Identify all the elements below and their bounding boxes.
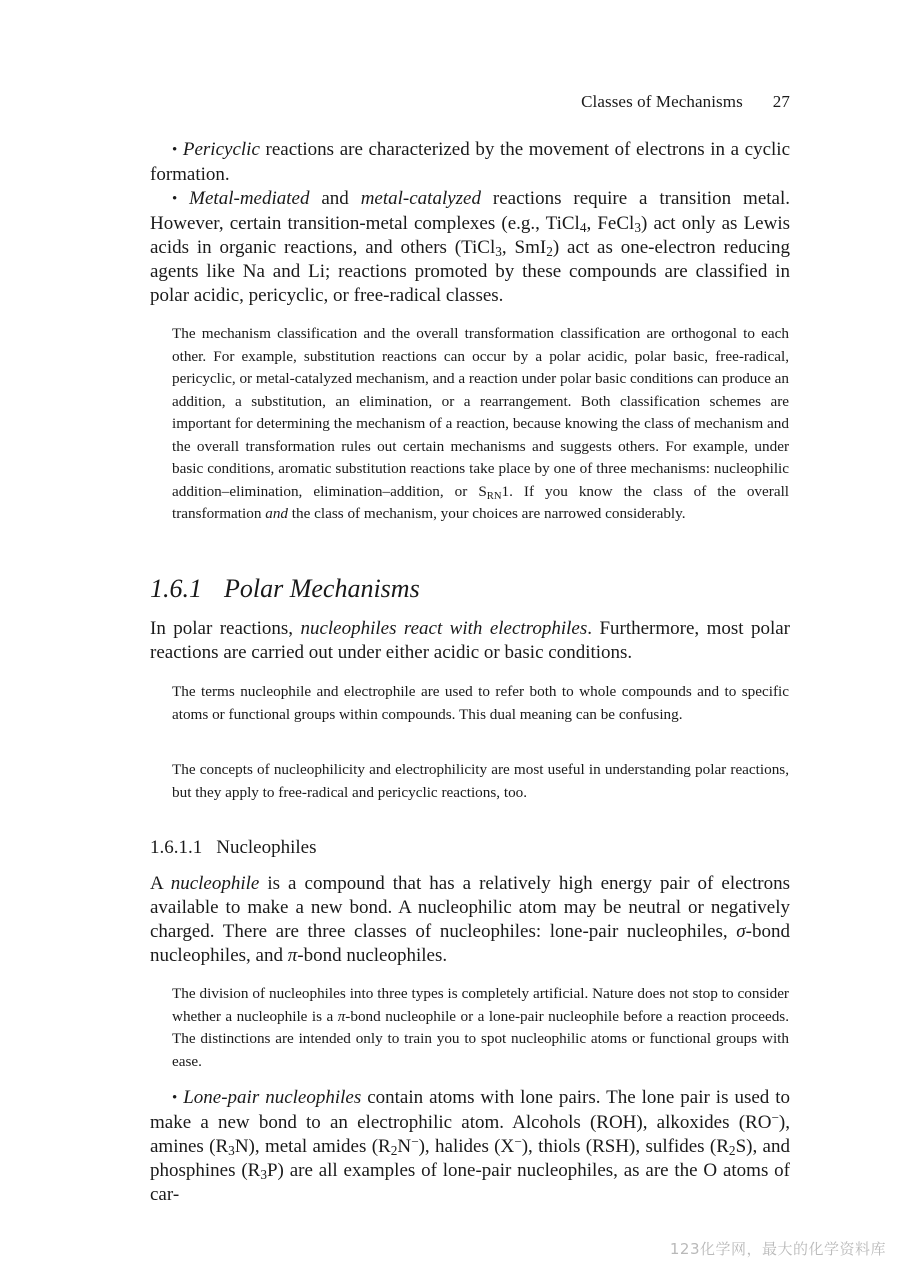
subscript: 3 — [634, 220, 641, 235]
note-dual-meaning — [172, 681, 789, 726]
bullet-icon: • — [172, 1090, 178, 1106]
note-text: the class of mechanism, your choices are narrowed considerably. — [288, 505, 686, 522]
emphasis: nucleophile — [170, 873, 260, 894]
note-text: The terms nucleophile and electrophile are used to refer both to whole compounds and to specific atoms or functional groups within compounds. This dual meaning can be confusing. — [172, 683, 789, 723]
term-pericyclic: Pericyclic — [182, 139, 260, 160]
note-text: -bond nucleophile or a lone-pair nucleophile before a reaction proceeds. The distinctions are intended only to train you to spot nucleophilic atoms or functional groups with ease. — [172, 1007, 789, 1070]
subsection-title: Nucleophiles — [216, 837, 317, 858]
sigma-symbol: σ — [736, 921, 746, 942]
pericyclic-bullet-paragraph — [150, 138, 790, 187]
subsection-number: 1.6.1.1 — [150, 837, 203, 858]
pi-symbol: π — [337, 1007, 346, 1025]
section-intro-paragraph — [150, 617, 790, 665]
note-text: The division of nucleophiles into three types is completely artificial. Nature does not stop to consider whether a nucleophile is a — [172, 985, 789, 1025]
note-text: The concepts of nucleophilicity and electrophilicity are most useful in understanding polar reactions, but they apply to free-radical and pericyclic reactions, too. — [172, 761, 789, 801]
term-lone-pair: Lone-pair nucleophiles — [183, 1087, 362, 1108]
bullet-icon: • — [172, 142, 178, 158]
term-metal-mediated: Metal-mediated — [189, 188, 310, 209]
para-text: P) are all examples of lone-pair nucleophiles, as are the O atoms of car- — [150, 1160, 791, 1205]
running-head-title: Classes of Mechanisms — [581, 92, 743, 111]
para-text: N — [397, 1136, 412, 1157]
para-text: S), and phosphines (R — [150, 1136, 790, 1181]
section-title: Polar Mechanisms — [224, 574, 420, 603]
section-heading — [150, 574, 420, 604]
subscript: 2 — [728, 1143, 736, 1158]
para-text: ), thiols (RSH), sulfides (R — [521, 1136, 729, 1157]
metal-bullet-paragraph — [150, 187, 790, 308]
superscript: − — [411, 1134, 419, 1149]
term-metal-catalyzed: metal-catalyzed — [360, 188, 481, 209]
para-text: -bond nucleophiles, and — [150, 921, 790, 966]
subscript: 3 — [495, 244, 502, 259]
para-text: is a compound that has a relatively high energy pair of electrons available to make a new bond. A nucleophilic atom may be neutral or negatively charged. There are three classes of nucleophiles: lone-pair nucleophiles, — [150, 873, 790, 942]
subscript: 2 — [546, 244, 553, 259]
metal-text: ) act as one-electron reducing agents like Na and Li; reactions promoted by these compounds are classified in polar acidic, pericyclic, or free-radical classes. — [150, 237, 790, 306]
note-division — [172, 983, 789, 1073]
note-classification — [172, 323, 789, 526]
intro-text: . Furthermore, most polar reactions are carried out under either acidic or basic conditions. — [150, 618, 790, 663]
metal-text: ) act only as Lewis acids in organic reactions, and others (TiCl — [150, 213, 791, 258]
para-text: ), amines (R — [150, 1112, 790, 1157]
para-text: -bond nucleophiles. — [297, 945, 448, 966]
pi-symbol: π — [287, 945, 298, 966]
subscript: 4 — [579, 220, 587, 235]
nucleophile-paragraph — [150, 872, 790, 968]
section-number: 1.6.1 — [150, 574, 202, 603]
conjunction: and — [309, 188, 361, 209]
pericyclic-text: reactions are characterized by the movement of electrons in a cyclic formation. — [150, 139, 790, 185]
subsection-heading — [150, 837, 317, 859]
para-text: N), metal amides (R — [234, 1136, 391, 1157]
para-text: contain atoms with lone pairs. The lone pair is used to make a new bond to an electrophilic atom. Alcohols (ROH), alkoxides (RO — [150, 1087, 791, 1133]
bullet-icon: • — [172, 191, 178, 207]
running-head — [581, 92, 790, 112]
intro-text: In polar reactions, — [150, 618, 301, 639]
subscript: 2 — [390, 1143, 398, 1158]
para-text: A — [150, 873, 171, 894]
metal-text: reactions require a transition metal. However, certain transition-metal complexes (e.g., TiCl — [150, 188, 791, 234]
para-text: ), halides (X — [418, 1136, 515, 1157]
note-text: 1. If you know the class of the overall transformation — [172, 482, 790, 522]
lone-pair-paragraph — [150, 1086, 790, 1207]
page-number: 27 — [772, 92, 790, 111]
metal-text: , SmI — [501, 237, 547, 258]
metal-text: , FeCl — [586, 213, 635, 234]
subscript: 3 — [228, 1143, 235, 1158]
superscript: − — [514, 1134, 522, 1149]
emphasis: and — [265, 505, 288, 522]
note-text: The mechanism classification and the overall transformation classification are orthogonal to each other. For example, substitution reactions can occur by a polar acidic, polar basic, free-radical, pericyclic, or metal-catalyzed mechanism, and a reaction under polar basic conditions can produce an addition, a substitution, an elimination, or a rearrangement. Both classification schemes are important for determining the mechanism of a reaction, because knowing the class of mechanism and the overall transformation rules out certain mechanisms and suggests others. For example, under basic conditions, aromatic substitution reactions take place by one of three mechanisms: nucleophilic addition–elimination, elimination–addition, or S — [172, 325, 789, 500]
subscript: RN — [486, 490, 502, 502]
emphasis: nucleophiles react with electrophiles — [300, 618, 588, 639]
note-concepts — [172, 759, 789, 804]
site-watermark: 123化学网，最大的化学资料库 — [669, 1240, 886, 1258]
superscript: − — [771, 1110, 779, 1125]
subscript: 3 — [260, 1167, 267, 1182]
